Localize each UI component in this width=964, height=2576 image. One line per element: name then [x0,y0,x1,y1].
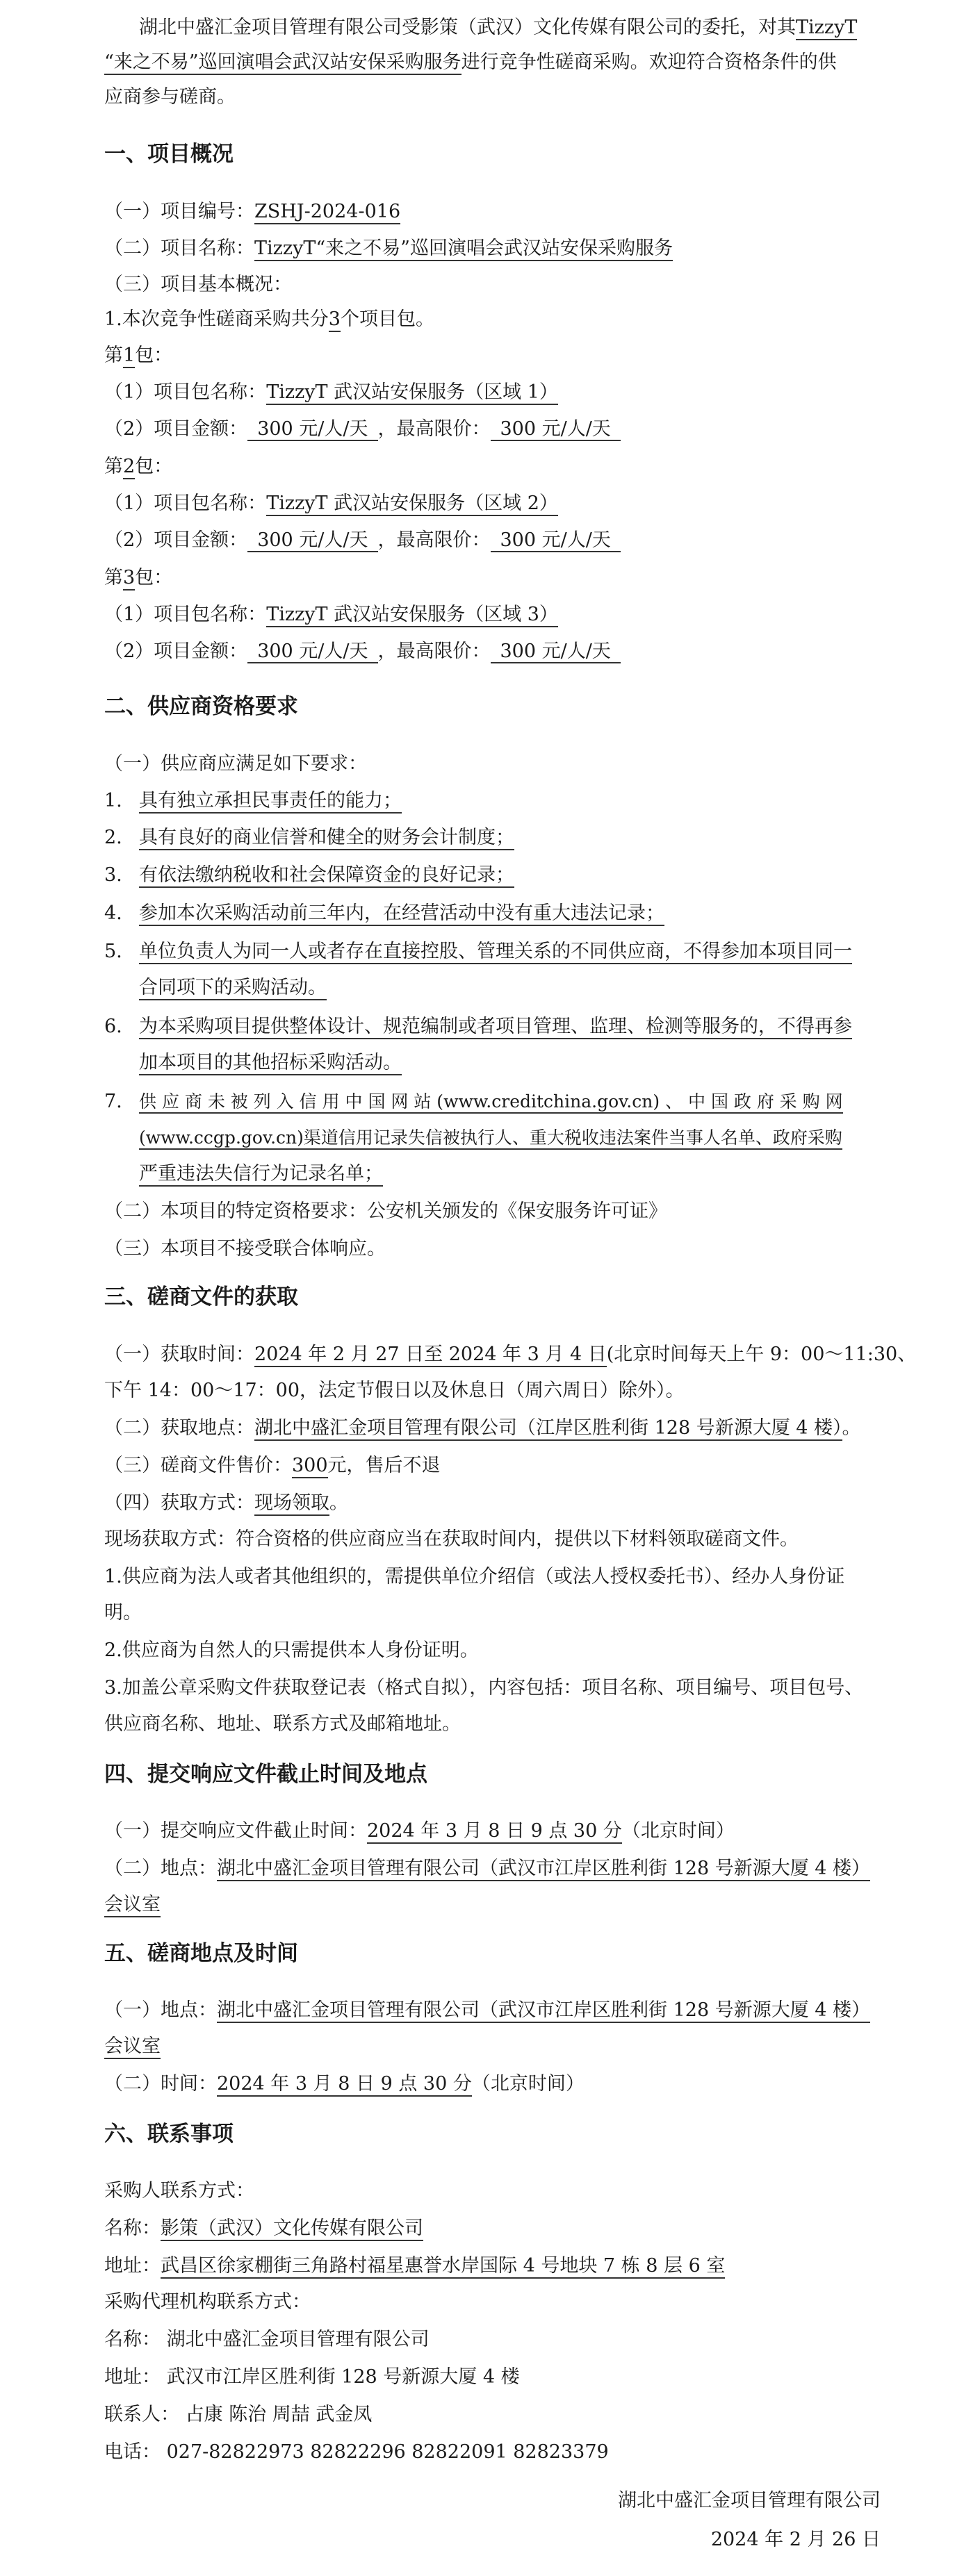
req-item-5-line-2: 合同项下的采购活动。 [139,974,881,1002]
project-number: （一）项目编号：ZSHJ-2024-016 [104,198,881,226]
agent-address: 地址： 武汉市江岸区胜利街 128 号新源大厦 4 楼 [104,2366,520,2388]
package-1-amount: （2）项目金额： 300 元/人/天 ，最高限价： 300 元/人/天 [104,415,881,443]
intro-line-1 [104,14,881,42]
obtain-method: （四）获取方式：现场领取。 [104,1489,881,1517]
req-intro: （一）供应商应满足如下要求： [104,753,367,775]
req-item-7-line-3: 严重违法失信行为记录名单； [139,1160,881,1188]
section-6-heading: 六、联系事项 [104,2122,234,2147]
buyer-address: 地址：武昌区徐家棚街三角路村福星惠誉水岸国际 4 号地块 7 栋 8 层 6 室 [104,2252,881,2280]
package-2-name: （1）项目包名称：TizzyT 武汉站安保服务（区域 2） [104,490,881,518]
req-item-7-number: 7. [104,1091,122,1112]
doc-price: （三）磋商文件售价：300元，售后不退 [104,1452,881,1480]
req-item-1: 具有独立承担民事责任的能力； [139,787,881,815]
req-specific: （二）本项目的特定资格要求：公安机关颁发的《保安服务许可证》 [104,1200,667,1222]
req-item-7-line-1: 供 应 商 未 被 列 入 信 用 中 国 网 站 (www.creditchina.gov.cn) 、 中 国 政 府 采 购 网 [139,1088,881,1116]
package-2-amount: （2）项目金额： 300 元/人/天 ，最高限价： 300 元/人/天 [104,527,881,554]
package-count: 1.本次竞争性磋商采购共分3个项目包。 [104,306,881,333]
package-1-label: 第1包： [104,342,881,370]
footer-date: 2024 年 2 月 26 日 [710,2529,881,2550]
package-3-amount: （2）项目金额： 300 元/人/天 ，最高限价： 300 元/人/天 [104,638,881,666]
material-3-line-1: 3.加盖公章采购文件获取登记表（格式自拟），内容包括：项目名称、项目编号、项目包号、 [104,1677,864,1699]
project-name: （二）项目名称：TizzyT“来之不易”巡回演唱会武汉站安保采购服务 [104,235,881,263]
req-item-2-number: 2. [104,827,122,848]
contact-persons: 联系人： 占康 陈治 周喆 武金凤 [104,2404,373,2425]
obtain-time-line-2: 下午 14：00～17：00，法定节假日以及休息日（周六周日）除外）。 [104,1380,685,1401]
intro-line-2: “来之不易”巡回演唱会武汉站安保采购服务进行竞争性磋商采购。欢迎符合资格条件的供 [104,49,881,76]
footer-company: 湖北中盛汇金项目管理有限公司 [618,2490,881,2511]
section-5-heading: 五、磋商地点及时间 [104,1941,298,1966]
req-item-4: 参加本次采购活动前三年内，在经营活动中没有重大违法记录； [139,900,881,927]
req-item-5-line-1: 单位负责人为同一人或者存在直接控股、管理关系的不同供应商，不得参加本项目同一 [139,938,881,966]
submit-location: （二）地点：湖北中盛汇金项目管理有限公司（武汉市江岸区胜利街 128 号新源大厦 4 楼） [104,1855,881,1883]
material-1-line-1: 1.供应商为法人或者其他组织的，需提供单位介绍信（或法人授权委托书）、经办人身份证 [104,1566,845,1587]
package-2-label: 第2包： [104,453,881,481]
intro-project: “来之不易”巡回演唱会武汉站安保采购服务 [104,51,461,75]
intro-line-3: 应商参与磋商。 [104,86,236,108]
intro-text: 湖北中盛汇金项目管理有限公司受影策（武汉）文化传媒有限公司的委托，对其 [139,17,796,38]
req-item-4-number: 4. [104,902,122,924]
req-item-7-line-2: (www.ccgp.gov.cn)渠道信用记录失信被执行人、重大税收违法案件当事人名单、政府采购 [139,1124,881,1152]
req-item-6-number: 6. [104,1016,122,1037]
section-4-heading: 四、提交响应文件截止时间及地点 [104,1762,427,1787]
req-no-consortium: （三）本项目不接受联合体响应。 [104,1238,386,1260]
agent-name: 名称： 湖北中盛汇金项目管理有限公司 [104,2329,430,2350]
deadline: （一）提交响应文件截止时间：2024 年 3 月 8 日 9 点 30 分（北京时间） [104,1817,881,1845]
obtain-time: （一）获取时间：2024 年 2 月 27 日至 2024 年 3 月 4 日(北京时间每天上午 9：00～11:30、 [104,1341,881,1369]
req-item-2: 具有良好的商业信誉和健全的财务会计制度； [139,824,881,852]
section-1-heading: 一、项目概况 [104,142,234,167]
material-3-line-2: 供应商名称、地址、联系方式及邮箱地址。 [104,1713,461,1735]
intro-artist: TizzyT [796,17,857,40]
submit-location-line-2: 会议室 [104,1891,881,1919]
req-item-6-line-1: 为本采购项目提供整体设计、规范编制或者项目管理、监理、检测等服务的，不得再参 [139,1013,881,1041]
project-basic: （三）项目基本概况： [104,274,292,295]
material-1-line-2: 明。 [104,1602,142,1624]
buyer-contact-title: 采购人联系方式： [104,2180,254,2202]
package-1-name: （1）项目包名称：TizzyT 武汉站安保服务（区域 1） [104,379,881,406]
material-2: 2.供应商为自然人的只需提供本人身份证明。 [104,1640,479,1661]
onsite-method: 现场获取方式：符合资格的供应商应当在获取时间内，提供以下材料领取磋商文件。 [104,1528,799,1550]
req-item-6-line-2: 加本项目的其他招标采购活动。 [139,1049,881,1077]
negotiation-location: （一）地点：湖北中盛汇金项目管理有限公司（武汉市江岸区胜利街 128 号新源大厦 4 楼） [104,1997,881,2024]
package-3-label: 第3包： [104,564,881,592]
package-3-name: （1）项目包名称：TizzyT 武汉站安保服务（区域 3） [104,601,881,629]
buyer-name: 名称：影策（武汉）文化传媒有限公司 [104,2215,881,2243]
req-item-5-number: 5. [104,941,122,962]
req-item-1-number: 1. [104,790,122,811]
agent-contact-title: 采购代理机构联系方式： [104,2291,311,2313]
section-2-heading: 二、供应商资格要求 [104,694,298,719]
req-item-3-number: 3. [104,864,122,886]
section-3-heading: 三、磋商文件的获取 [104,1285,298,1310]
obtain-place: （二）获取地点：湖北中盛汇金项目管理有限公司（江岸区胜利街 128 号新源大厦 4 楼）。 [104,1414,881,1442]
negotiation-time: （二）时间：2024 年 3 月 8 日 9 点 30 分（北京时间） [104,2070,881,2098]
contact-phones: 电话： 027-82822973 82822296 82822091 82823379 [104,2441,609,2463]
req-item-3: 有依法缴纳税收和社会保障资金的良好记录； [139,861,881,889]
negotiation-location-line-2: 会议室 [104,2033,881,2061]
